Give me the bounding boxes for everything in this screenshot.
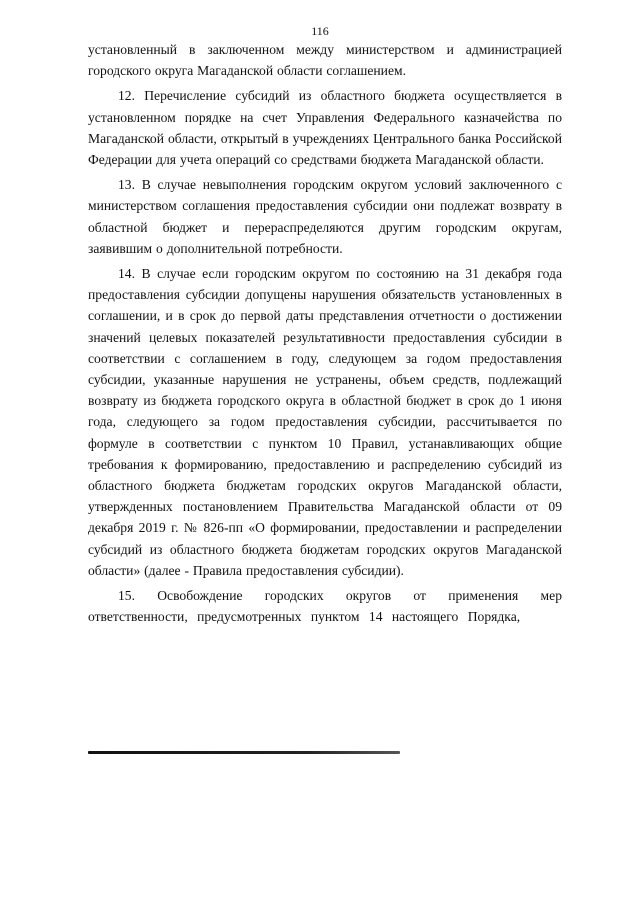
- paragraph-14: 14. В случае если городским округом по состоянию на 31 декабря года предоставления субсидии допущены нарушения обязательств установленных в соглашении, и в срок до первой даты представления отчетности о достижении значений целевых показателей результативности предоставления субсидии в соответствии с соглашением в году, следующем за годом предоставления субсидии, указанные нарушения не устранены, объем средств, подлежащий возврату из бюджета городского округа в областной бюджет в срок до 1 июня года, следующего за годом предоставления субсидии, рассчитывается по формуле в соответствии с пунктом 10 Правил, устанавливающих общие требования к формированию, предоставлению и распределению субсидий из областного бюджета бюджетам городских округов Магаданской области, утвержденных постановлением Правительства Магаданской области от 09 декабря 2019 г. № 826-пп «О формировании, предоставлении и распределении субсидий из областного бюджета бюджетам городских округов Магаданской области» (далее - Правила предоставления субсидии).: [88, 266, 562, 578]
- document-body: [88, 39, 562, 631]
- paragraph-13: 13. В случае невыполнения городским округом условий заключенного с министерством соглашения предоставления субсидии они подлежат возврату в областной бюджет и перераспределяются другим городским округам, заявившим о дополнительной потребности.: [88, 177, 562, 256]
- footnote-separator-line: [88, 751, 400, 754]
- page-number: 116: [311, 24, 329, 38]
- paragraph-15: 15. Освобождение городских округов от применения мер ответственности, предусмотренных пунктом 14 настоящего Порядка,: [88, 588, 562, 625]
- paragraph-continuation: установленный в заключенном между министерством и администрацией городского округа Магаданской области соглашением.: [88, 42, 562, 79]
- paragraph-12: 12. Перечисление субсидий из областного бюджета осуществляется в установленном порядке на счет Управления Федерального казначейства по Магаданской области, открытый в учреждениях Центрального банка Российской Федерации для учета операций со средствами бюджета Магаданской области.: [88, 88, 562, 168]
